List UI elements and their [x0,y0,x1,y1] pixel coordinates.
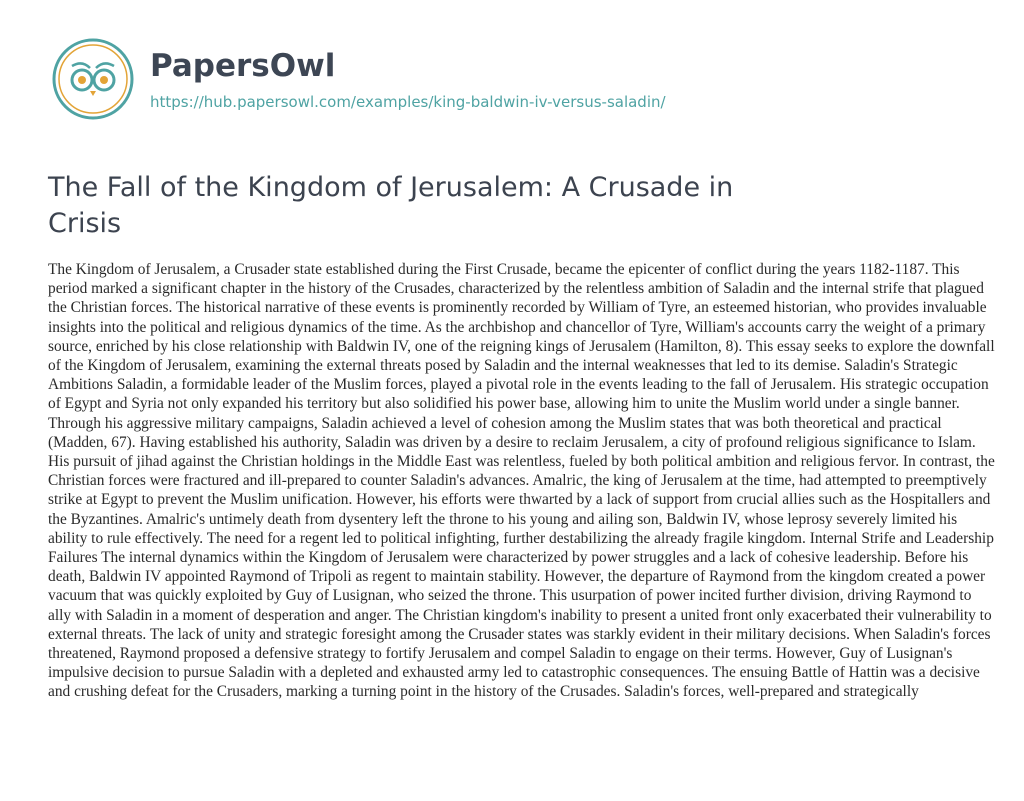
source-url-link[interactable]: https://hub.papersowl.com/examples/king-baldwin-iv-versus-saladin/ [150,93,666,111]
owl-logo-icon[interactable] [52,38,134,120]
document-title: The Fall of the Kingdom of Jerusalem: A Crusade in Crisis [48,172,734,239]
document-body: The Kingdom of Jerusalem, a Crusader state established during the First Crusade, became the epicenter of conflict during the years 1182-1187. This period marked a significant chapter in the history of the Crusades, characterized by the relentless ambition of Saladin and the internal strife that plagued the Christian forces. The historical narrative of these events is prominently recorded by William of Tyre, an esteemed historian, who provides invaluable insights into the political and religious dynamics of the time. As the archbishop and chancellor of Tyre, William's accounts carry the weight of a primary source, enriched by his close relationship with Baldwin IV, one of the reigning kings of Jerusalem (Hamilton, 8). This essay seeks to explore the downfall of the Kingdom of Jerusalem, examining the external threats posed by Saladin and the internal weaknesses that led to its demise. Saladin's Strategic Ambitions Saladin, a formidable leader of the Muslim forces, played a pivotal role in the events leading to the fall of Jerusalem. His strategic occupation of Egypt and Syria not only expanded his territory but also solidified his power base, allowing him to unite the Muslim world under a single banner. Through his aggressive military campaigns, Saladin achieved a level of cohesion among the Muslim states that was both theoretical and practical (Madden, 67). Having established his authority, Saladin was driven by a desire to reclaim Jerusalem, a city of profound religious significance to Islam. His pursuit of jihad against the Christian holdings in the Middle East was relentless, fueled by both political ambition and religious fervor. In contrast, the Christian forces were fractured and ill-prepared to counter Saladin's advances. Amalric, the king of Jerusalem at the time, had attempted to preemptively strike at Egypt to prevent the Muslim unification. However, his efforts were thwarted by a lack of support from crucial allies such as the Hospitallers and the Byzantines. Amalric's untimely death from dysentery left the throne to his young and ailing son, Baldwin IV, whose leprosy severely limited his ability to rule effectively. The need for a regent led to political infighting, further destabilizing the already fragile kingdom. Internal Strife and Leadership Failures The internal dynamics within the Kingdom of Jerusalem were characterized by power struggles and a lack of cohesive leadership. Before his death, Baldwin IV appointed Raymond of Tripoli as regent to maintain stability. However, the departure of Raymond from the kingdom created a power vacuum that was quickly exploited by Guy of Lusignan, who seized the throne. This usurpation of power incited further division, driving Raymond to ally with Saladin in a moment of desperation and anger. The Christian kingdom's inability to present a united front only exacerbated their vulnerability to external threats. The lack of unity and strategic foresight among the Crusader states was starkly evident in their military decisions. When Saladin's forces threatened, Raymond proposed a defensive strategy to fortify Jerusalem and compel Saladin to engage on their terms. However, Guy of Lusignan's impulsive decision to pursue Saladin with a depleted and exhausted army led to catastrophic consequences. The ensuing Battle of Hattin was a decisive and crushing defeat for the Crusaders, marking a turning point in the history of the Crusades. Saladin's forces, well-prepared and strategically [48,261,995,701]
site-header [52,38,666,120]
brand-block [150,47,666,111]
brand-name[interactable]: PapersOwl [150,48,336,84]
